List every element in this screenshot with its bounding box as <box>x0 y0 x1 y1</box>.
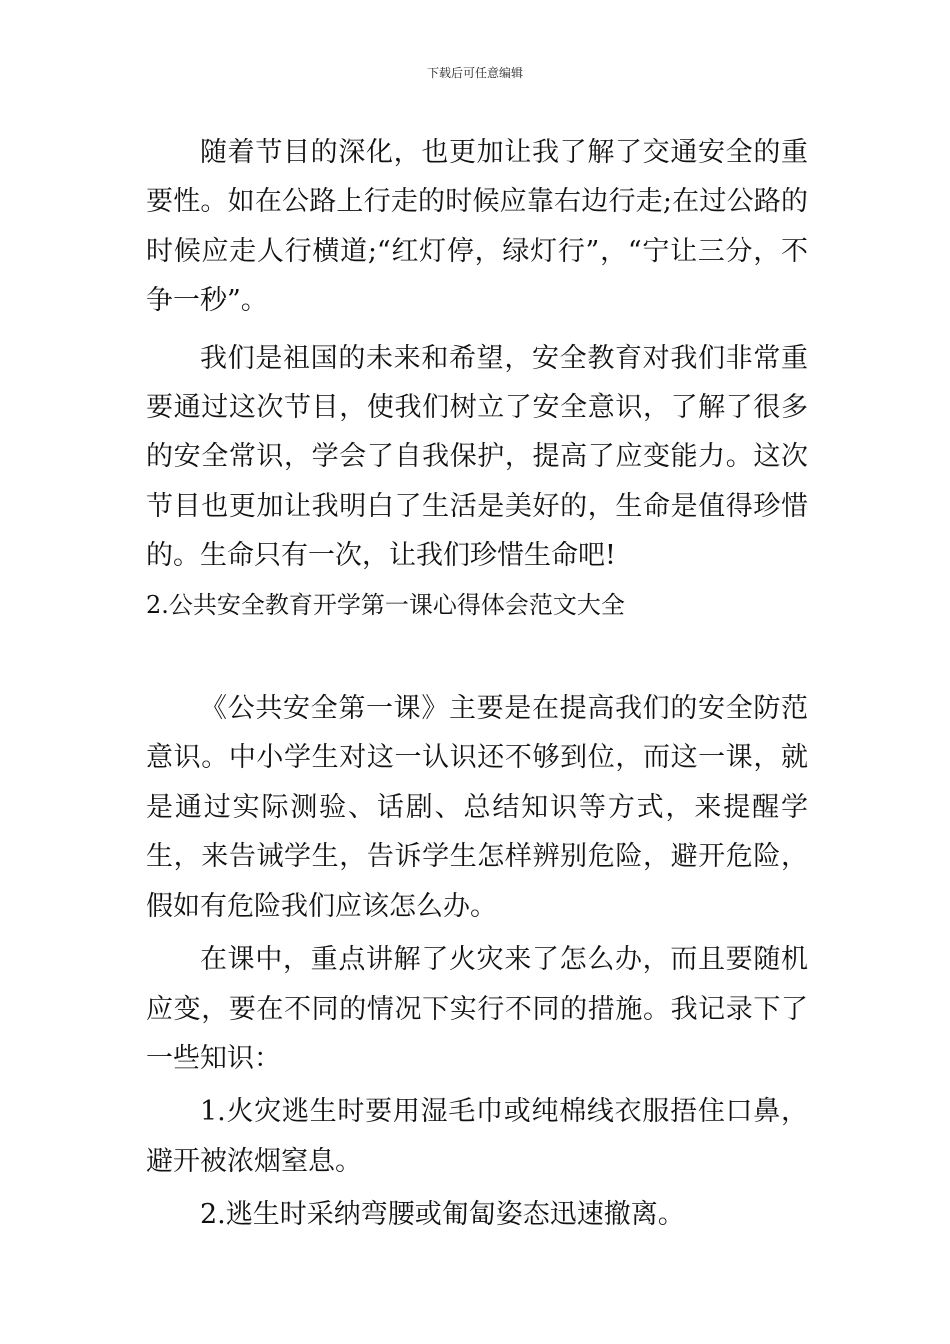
document-body <box>146 128 808 1240</box>
paragraph-safety-awareness: 我们是祖国的未来和希望，安全教育对我们非常重要通过这次节目，使我们树立了安全意识，了解了很多的安全常识，学会了自我保护，提高了应变能力。这次节目也更加让我明白了生活是美好的，生命是值得珍惜的。生命只有一次，让我们珍惜生命吧! <box>146 342 808 572</box>
section-spacer <box>146 630 808 684</box>
paragraph-traffic-safety: 随着节目的深化，也更加让我了解了交通安全的重要性。如在公路上行走的时候应靠右边行走;在过公路的时候应走人行横道;“红灯停，绿灯行”，“宁让三分，不争一秒”。 <box>146 137 808 317</box>
section-heading: 2.公共安全教育开学第一课心得体会范文大全 <box>146 590 625 619</box>
page-header-note: 下载后可任意编辑 <box>426 66 523 80</box>
paragraph-fire-lesson: 在课中，重点讲解了火灾来了怎么办，而且要随机应变，要在不同的情况下实行不同的措施。我记录下了一些知识： <box>146 944 808 1074</box>
list-item-fire-tip-1: 1.火灾逃生时要用湿毛巾或纯棉线衣服捂住口鼻，避开被浓烟窒息。 <box>146 1096 808 1177</box>
paragraph-first-lesson: 《公共安全第一课》主要是在提高我们的安全防范意识。中小学生对这一认识还不够到位，而这一课，就是通过实际测验、话剧、总结知识等方式，来提醒学生，来告诫学生，告诉学生怎样辨别危险，避开危险，假如有危险我们应该怎么办。 <box>146 693 808 922</box>
list-item-fire-tip-2: 2.逃生时采纳弯腰或匍匐姿态迅速撤离。 <box>200 1199 685 1231</box>
